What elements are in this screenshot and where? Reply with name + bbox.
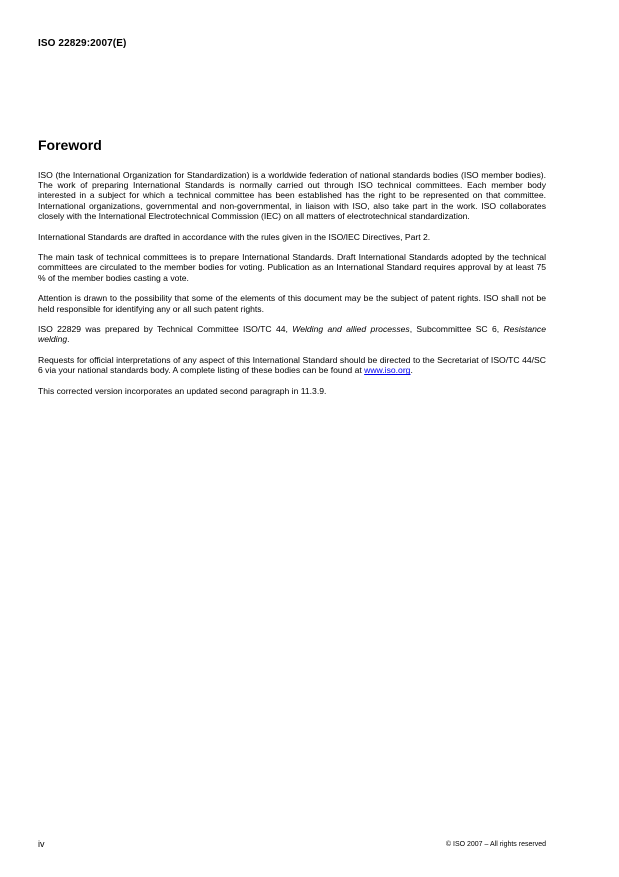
subcommittee-title: Resistance welding <box>38 324 546 345</box>
paragraph-iso-federation: ISO (the International Organization for Standardization) is a worldwide federation of national standards bodies (ISO member bodies). The work of preparing International Standards is normally carried out through ISO technical committees. Each member body interested in a subject for which a technical committee has been established has the right to be represented on that committee. International organizations, governmental and non-governmental, in liaison with ISO, also take part in the work. ISO collaborates closely with the International Electrotechnical Commission (IEC) on all matters of electrotechnical standardization. <box>38 170 546 221</box>
paragraph-patent-rights: Attention is drawn to the possibility that some of the elements of this document may be the subject of patent rights. ISO shall not be held responsible for identifying any or all such patent rights. <box>38 293 546 314</box>
interpretations-text: Requests for official interpretations of any aspect of this International Standard should be directed to the Secretariat of ISO/TC 44/SC 6 via your national standards body. A complete listing of these bodies can be found at <box>38 355 546 376</box>
paragraph-directives: International Standards are drafted in accordance with the rules given in the ISO/IEC Directives, Part 2. <box>38 231 431 242</box>
page-title: Foreword <box>38 137 102 153</box>
paragraph-interpretations <box>38 355 546 375</box>
prepared-by-text-3: . <box>67 334 70 345</box>
page-number: iv <box>38 839 45 849</box>
interpretations-end: . <box>410 365 413 376</box>
foreword-body <box>38 170 546 407</box>
prepared-by-text-2: , Subcommittee SC 6, <box>409 324 504 335</box>
committee-title: Welding and allied processes <box>292 324 410 335</box>
iso-website-link[interactable]: www.iso.org <box>364 365 411 376</box>
copyright-notice: © ISO 2007 – All rights reserved <box>445 841 546 848</box>
paragraph-corrected-version: This corrected version incorporates an updated second paragraph in 11.3.9. <box>38 386 327 397</box>
prepared-by-text-1: ISO 22829 was prepared by Technical Committee ISO/TC 44, <box>38 324 293 335</box>
paragraph-prepared-by <box>38 324 546 344</box>
paragraph-committee-task: The main task of technical committees is to prepare International Standards. Draft International Standards adopted by the technical committees are circulated to the member bodies for voting. Publication as an International Standard requires approval by at least 75 % of the member bodies casting a vote. <box>38 252 546 283</box>
document-id: ISO 22829:2007(E) <box>38 38 127 49</box>
